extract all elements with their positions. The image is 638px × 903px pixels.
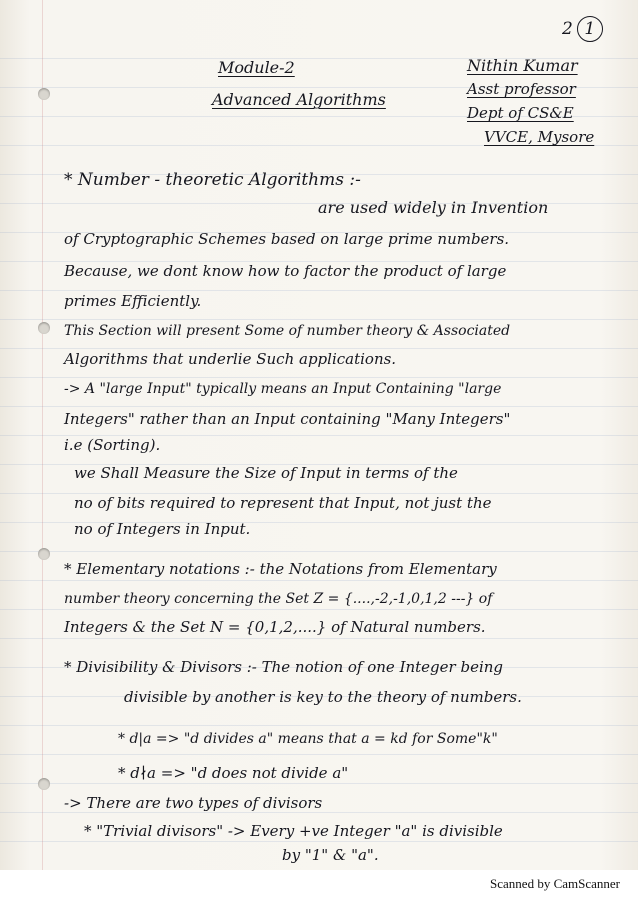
ruled-line [0,609,638,610]
text-line: no of Integers in Input. [74,520,251,538]
text-line: divisible by another is key to the theory of numbers. [124,688,522,706]
text-line: Because, we dont know how to factor the product of large [64,262,507,280]
author-college: VVCE, Mysore [484,128,595,146]
ruled-line [0,638,638,639]
text-line: number theory concerning the Set Z = {....,-2,-1,0,1,2 ---} of [64,591,493,607]
ruled-line [0,725,638,726]
ruled-line [0,783,638,784]
ruled-line [0,290,638,291]
text-line: we Shall Measure the Size of Input in terms of the [74,464,458,482]
text-line: by "1" & "a". [282,846,379,864]
module-subtitle: Advanced Algorithms [212,90,386,109]
text-line: Algorithms that underlie Such applications. [64,350,397,368]
page-circle: 1 [577,16,603,42]
text-line: primes Efficiently. [64,292,202,310]
margin-line [42,0,43,873]
ruled-line [0,406,638,407]
binder-hole [38,548,50,560]
ruled-line [0,551,638,552]
binder-hole [38,322,50,334]
text-line: -> There are two types of divisors [64,794,323,812]
page-number [562,16,603,42]
ruled-line [0,319,638,320]
text-line: This Section will present Some of number theory & Associated [64,323,511,339]
ruled-line [0,348,638,349]
author-role: Asst professor [467,80,576,98]
section-heading-number-theory: * Number - theoretic Algorithms :- [64,170,361,190]
ruled-line [0,841,638,842]
author-dept: Dept of CS&E [467,104,574,122]
text-line: Integers" rather than an Input containing "Many Integers" [64,410,511,428]
module-title: Module-2 [218,58,295,77]
binder-hole [38,88,50,100]
text-line: * d∤a => "d does not divide a" [118,764,349,782]
text-line: * "Trivial divisors" -> Every +ve Integer "a" is divisible [84,822,503,840]
section-heading-divisibility: * Divisibility & Divisors :- The notion of one Integer being [64,658,504,676]
text-line: * d|a => "d divides a" means that a = kd for Some"k" [118,731,498,747]
text-line: of Cryptographic Schemes based on large prime numbers. [64,230,510,248]
section-heading-elementary-notations: * Elementary notations :- the Notations from Elementary [64,560,497,578]
text-line: Integers & the Set N = {0,1,2,....} of Natural numbers. [64,618,486,636]
scanner-watermark: Scanned by CamScanner [490,876,620,891]
text-line: are used widely in Invention [318,198,549,217]
ruled-line [0,377,638,378]
text-line: -> A "large Input" typically means an Input Containing "large [64,381,502,397]
page-number-text: 2 [562,19,573,39]
ruled-line [0,754,638,755]
text-line: i.e (Sorting). [64,436,161,454]
ruled-line [0,580,638,581]
binder-hole [38,778,50,790]
ruled-line [0,812,638,813]
author-name: Nithin Kumar [467,56,578,75]
text-line: no of bits required to represent that Input, not just the [74,494,492,512]
